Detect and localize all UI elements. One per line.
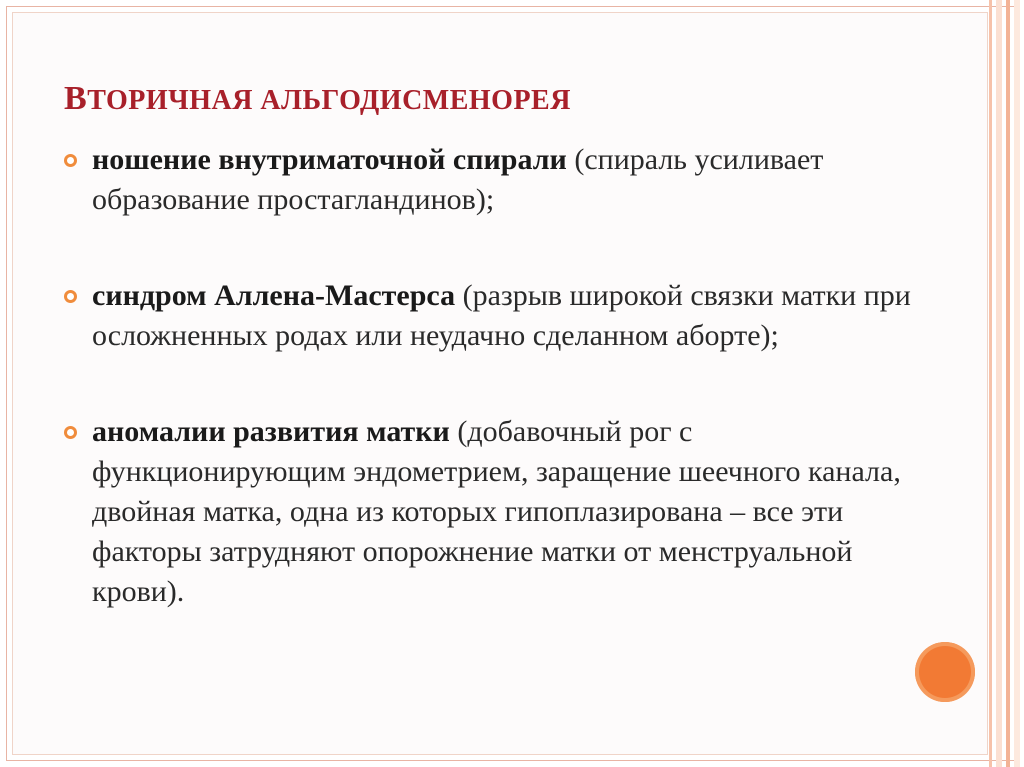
stripe [1014, 0, 1020, 767]
item-term: аномалии развития матки [92, 415, 450, 448]
bullet-icon [64, 154, 77, 167]
item-term: ношение внутриматочной спирали [92, 143, 567, 176]
stripe [996, 0, 1002, 767]
decorative-stripes [982, 0, 1024, 767]
item-text: (спираль усиливает образование простагландинов); [92, 143, 824, 216]
slide-title [64, 78, 571, 122]
stripe [989, 0, 992, 767]
bullet-icon [64, 290, 77, 303]
item-text: (добавочный рог с функционирующим эндометрием, заращение шеечного канала, двойная матка, одна из которых гипоплазирована – все эти факторы затрудняют опорожнение матки от менструальной крови). [92, 415, 901, 608]
list-item [62, 412, 942, 612]
bullet-list [62, 140, 942, 668]
title-first-letter: В [64, 80, 88, 117]
list-item [62, 140, 942, 220]
title-rest: ТОРИЧНАЯ АЛЬГОДИСМЕНОРЕЯ [87, 85, 571, 116]
item-term: синдром Аллена-Мастерса [92, 279, 456, 312]
stripe [1006, 0, 1010, 767]
list-item [62, 276, 942, 356]
bullet-icon [64, 426, 77, 439]
decorative-circle [915, 642, 975, 702]
item-text: (разрыв широкой связки матки при осложненных родах или неудачно сделанном аборте); [92, 279, 911, 352]
